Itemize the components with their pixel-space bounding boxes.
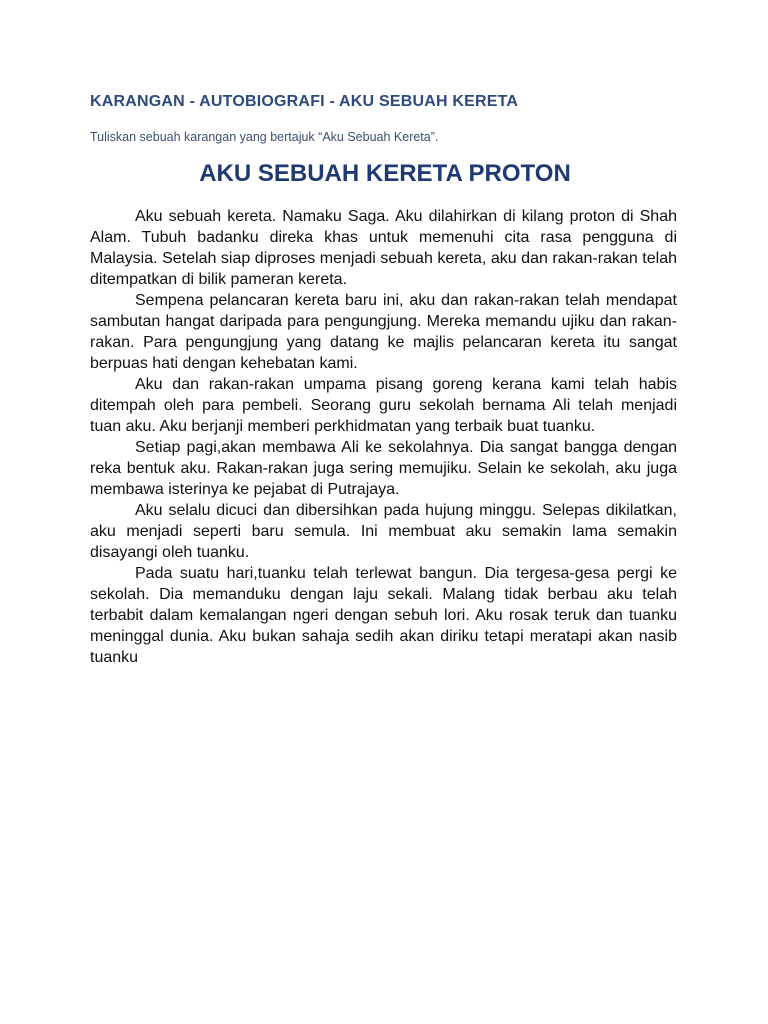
essay-body <box>90 206 677 668</box>
instruction-text: Tuliskan sebuah karangan yang bertajuk “Aku Sebuah Kereta”. <box>90 130 439 144</box>
essay-title: AKU SEBUAH KERETA PROTON <box>199 160 571 187</box>
paragraph-2: Sempena pelancaran kereta baru ini, aku dan rakan-rakan telah mendapat sambutan hangat daripada para pengungjung. Mereka memandu ujiku dan rakan-rakan. Para pengungjung yang datang ke majlis pelancaran kereta itu sangat berpuas hati dengan kehebatan kami. <box>90 292 677 372</box>
paragraph-6: Pada suatu hari,tuanku telah terlewat bangun. Dia tergesa-gesa pergi ke sekolah. Dia memanduku dengan laju sekali. Malang tidak berbau aku telah terbabit dalam kemalangan ngeri dengan sebuh lori. Aku rosak teruk dan tuanku meninggal dunia. Aku bukan sahaja sedih akan diriku tetapi meratapi akan nasib tuanku <box>90 565 677 666</box>
paragraph-1: Aku sebuah kereta. Namaku Saga. Aku dilahirkan di kilang proton di Shah Alam. Tubuh badanku direka khas untuk memenuhi cita rasa pengguna di Malaysia. Setelah siap diproses menjadi sebuah kereta, aku dan rakan-rakan telah ditempatkan di bilik pameran kereta. <box>90 208 677 288</box>
document-header: KARANGAN - AUTOBIOGRAFI - AKU SEBUAH KERETA <box>90 93 519 110</box>
paragraph-5: Aku selalu dicuci dan dibersihkan pada hujung minggu. Selepas dikilatkan, aku menjadi seperti baru semula. Ini membuat aku semakin lama semakin disayangi oleh tuanku. <box>90 502 677 561</box>
paragraph-4: Setiap pagi,akan membawa Ali ke sekolahnya. Dia sangat bangga dengan reka bentuk aku. Rakan-rakan juga sering memujiku. Selain ke sekolah, aku juga membawa isterinya ke pejabat di Putrajaya. <box>90 439 677 498</box>
paragraph-3: Aku dan rakan-rakan umpama pisang goreng kerana kami telah habis ditempah oleh para pembeli. Seorang guru sekolah bernama Ali telah menjadi tuan aku. Aku berjanji memberi perkhidmatan yang terbaik buat tuanku. <box>90 376 677 435</box>
